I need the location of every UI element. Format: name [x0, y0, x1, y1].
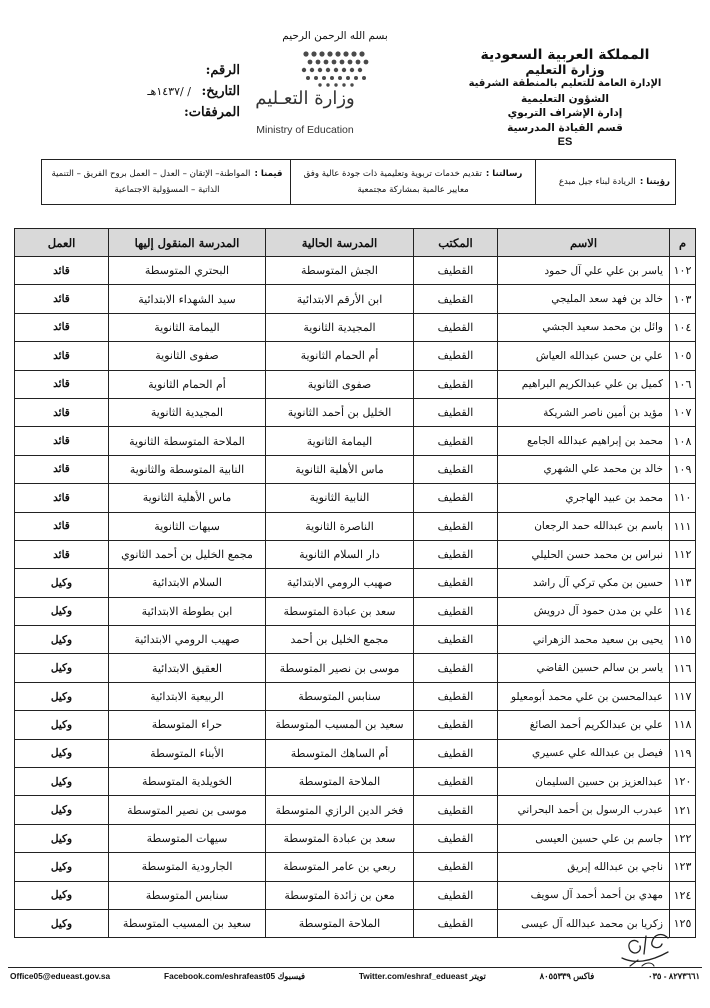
date-label: التاريخ:: [201, 84, 240, 99]
cell-name: خالد بن فهد سعد المليجي: [498, 285, 670, 313]
table-body: [15, 257, 696, 938]
cell-name: فيصل بن عبدالله علي عسيري: [498, 739, 670, 767]
cell-office: القطيف: [414, 626, 498, 654]
vision-cell: [535, 160, 675, 204]
cell-office: القطيف: [414, 909, 498, 937]
vision-mission-values-strip: [41, 159, 676, 205]
cell-new-school: موسى بن نصير المتوسطة: [109, 796, 266, 824]
cell-name: وائل بن محمد سعيد الجشي: [498, 313, 670, 341]
cell-current-school: ربعي بن عامر المتوسطة: [266, 853, 414, 881]
cell-role: قائد: [15, 427, 109, 455]
ref-number-row: [165, 60, 240, 81]
cell-role: وكيل: [15, 768, 109, 796]
cell-current-school: صفوى الثانوية: [266, 370, 414, 398]
table-row: [15, 285, 696, 313]
footer-facebook[interactable]: Facebook.com/eshrafeast05 فيسبوك: [164, 971, 305, 981]
cell-office: القطيف: [414, 484, 498, 512]
section-code: ES: [557, 136, 573, 148]
table-row: [15, 427, 696, 455]
cell-current-school: موسى بن نصير المتوسطة: [266, 654, 414, 682]
cell-current-school: أم الحمام الثانوية: [266, 342, 414, 370]
cell-new-school: أم الحمام الثانوية: [109, 370, 266, 398]
cell-new-school: النابية المتوسطة والثانوية: [109, 455, 266, 483]
cell-office: القطيف: [414, 768, 498, 796]
table-row: [15, 484, 696, 512]
cell-new-school: سنابس المتوسطة: [109, 881, 266, 909]
cell-office: القطيف: [414, 597, 498, 625]
cell-role: قائد: [15, 398, 109, 426]
cell-office: القطيف: [414, 711, 498, 739]
cell-role: وكيل: [15, 654, 109, 682]
cell-current-school: أم الساهك المتوسطة: [266, 739, 414, 767]
cell-name: محمد بن إبراهيم عبدالله الجامع: [498, 427, 670, 455]
cell-index: ١١٠: [670, 484, 696, 512]
table-row: [15, 398, 696, 426]
vision-text: الريادة لبناء جيل مبدع: [558, 177, 636, 187]
cell-role: قائد: [15, 285, 109, 313]
cell-role: قائد: [15, 455, 109, 483]
cell-role: قائد: [15, 257, 109, 285]
footer-twitter[interactable]: Twitter.com/eshraf_edueast تويتر: [358, 971, 486, 981]
cell-new-school: البحتري المتوسطة: [109, 257, 266, 285]
cell-index: ١١١: [670, 512, 696, 540]
cell-index: ١٠٢: [670, 257, 696, 285]
cell-role: قائد: [15, 342, 109, 370]
col-header-new-school: المدرسة المنقول إليها: [109, 229, 266, 257]
cell-current-school: مجمع الخليل بن أحمد: [266, 626, 414, 654]
cell-current-school: سعد بن عبادة المتوسطة: [266, 824, 414, 852]
cell-role: وكيل: [15, 909, 109, 937]
table-row: [15, 313, 696, 341]
cell-current-school: الملاحة المتوسطة: [266, 768, 414, 796]
cell-name: مهدي بن أحمد أحمد آل سويف: [498, 881, 670, 909]
vision-label: رؤيتنا :: [639, 177, 670, 187]
cell-name: ناجي بن عبدالله إبريق: [498, 853, 670, 881]
cell-new-school: ابن بطوطة الابتدائية: [109, 597, 266, 625]
cell-office: القطيف: [414, 540, 498, 568]
table-row: [15, 824, 696, 852]
cell-current-school: سعيد بن المسيب المتوسطة: [266, 711, 414, 739]
cell-current-school: النابية الثانوية: [266, 484, 414, 512]
cell-new-school: سيهات المتوسطة: [109, 824, 266, 852]
cell-new-school: مجمع الخليل بن أحمد الثانوي: [109, 540, 266, 568]
attachments-row: [165, 102, 240, 123]
cell-office: القطيف: [414, 455, 498, 483]
cell-name: زكريا بن محمد عبدالله آل عيسى: [498, 909, 670, 937]
cell-current-school: فخر الدين الرازي المتوسطة: [266, 796, 414, 824]
cell-index: ١١٢: [670, 540, 696, 568]
table-row: [15, 370, 696, 398]
reference-block: [147, 60, 240, 123]
cell-index: ١٠٩: [670, 455, 696, 483]
letterhead-right: [440, 48, 690, 150]
mission-text: تقديم خدمات تربوية وتعليمية ذات جودة عالية وفق معايير عالمية بمشاركة مجتمعية: [303, 169, 482, 195]
cell-name: حسين بن مكي تركي آل راشد: [498, 569, 670, 597]
cell-role: وكيل: [15, 824, 109, 852]
cell-name: علي بن حسن عبدالله العياش: [498, 342, 670, 370]
cell-role: قائد: [15, 484, 109, 512]
table-row: [15, 569, 696, 597]
cell-name: كميل بن علي عبدالكريم البراهيم: [498, 370, 670, 398]
values-cell: [44, 160, 290, 204]
cell-new-school: صفوى الثانوية: [109, 342, 266, 370]
table-row: [15, 853, 696, 881]
col-header-role: العمل: [15, 229, 109, 257]
cell-index: ١١٨: [670, 711, 696, 739]
cell-current-school: معن بن زائدة المتوسطة: [266, 881, 414, 909]
cell-name: خالد بن محمد علي الشهري: [498, 455, 670, 483]
cell-index: ١٢١: [670, 796, 696, 824]
date-value: / /١٤٣٧هـ: [147, 85, 191, 98]
attachments-label: المرفقات:: [183, 105, 240, 120]
cell-index: ١٠٣: [670, 285, 696, 313]
cell-office: القطيف: [414, 881, 498, 909]
cell-office: القطيف: [414, 654, 498, 682]
table-row: [15, 711, 696, 739]
col-header-index: م: [670, 229, 696, 257]
table-row: [15, 455, 696, 483]
cell-role: وكيل: [15, 881, 109, 909]
table-row: [15, 796, 696, 824]
cell-role: وكيل: [15, 597, 109, 625]
cell-name: باسم بن عبدالله حمد الرجعان: [498, 512, 670, 540]
cell-office: القطيف: [414, 313, 498, 341]
cell-current-school: سنابس المتوسطة: [266, 682, 414, 710]
cell-office: القطيف: [414, 285, 498, 313]
cell-new-school: ماس الأهلية الثانوية: [109, 484, 266, 512]
cell-new-school: سعيد بن المسيب المتوسطة: [109, 909, 266, 937]
cell-role: وكيل: [15, 796, 109, 824]
handwritten-signature: [616, 928, 674, 970]
cell-role: قائد: [15, 540, 109, 568]
footer-phone: ٨٢٧٣٦٦١ - ٠٣٥: [648, 971, 700, 981]
cell-current-school: الجش المتوسطة: [266, 257, 414, 285]
cell-role: قائد: [15, 512, 109, 540]
transfers-table: [14, 228, 696, 938]
cell-current-school: سعد بن عبادة المتوسطة: [266, 597, 414, 625]
cell-index: ١١٥: [670, 626, 696, 654]
edu-affairs: الشؤون التعليمية: [521, 92, 609, 105]
cell-new-school: الأبناء المتوسطة: [109, 739, 266, 767]
table-row: [15, 909, 696, 937]
cell-new-school: المجيدية الثانوية: [109, 398, 266, 426]
section-name: قسم القيادة المدرسية: [507, 121, 623, 134]
kingdom-title: المملكة العربية السعودية: [480, 47, 650, 63]
cell-new-school: حراء المتوسطة: [109, 711, 266, 739]
cell-role: وكيل: [15, 569, 109, 597]
cell-index: ١٢٤: [670, 881, 696, 909]
cell-index: ١٢٠: [670, 768, 696, 796]
cell-new-school: الملاحة المتوسطة الثانوية: [109, 427, 266, 455]
cell-name: عبدرب الرسول بن أحمد البحراني: [498, 796, 670, 824]
cell-index: ١٠٨: [670, 427, 696, 455]
cell-current-school: ابن الأرقم الابتدائية: [266, 285, 414, 313]
cell-office: القطيف: [414, 398, 498, 426]
date-row: [147, 81, 240, 102]
ref-number-label: الرقم:: [205, 63, 240, 78]
cell-new-school: العقيق الابتدائية: [109, 654, 266, 682]
footer-fax: فاكس ٨٠٥٥٣٣٩: [539, 971, 595, 981]
cell-name: محمد بن عبيد الهاجري: [498, 484, 670, 512]
values-text: المواطنة– الإتقان – العدل – العمل بروح الفريق – التنمية الذاتية – المسؤولية الاجتماعية: [51, 169, 251, 195]
table-row: [15, 626, 696, 654]
cell-index: ١٢٥: [670, 909, 696, 937]
general-admin: الإدارة العامة للتعليم بالمنطقة الشرقية: [468, 78, 662, 89]
cell-role: وكيل: [15, 682, 109, 710]
cell-current-school: صهيب الرومي الابتدائية: [266, 569, 414, 597]
cell-new-school: صهيب الرومي الابتدائية: [109, 626, 266, 654]
table-row: [15, 257, 696, 285]
table-row: [15, 540, 696, 568]
mission-label: رسالتنا :: [485, 169, 523, 179]
logo-arabic-text: وزارة التعـليم: [255, 88, 355, 109]
cell-new-school: سيد الشهداء الابتدائية: [109, 285, 266, 313]
cell-office: القطيف: [414, 370, 498, 398]
cell-index: ١١٣: [670, 569, 696, 597]
footer-divider: [8, 967, 702, 968]
cell-index: ١١٤: [670, 597, 696, 625]
cell-index: ١١٦: [670, 654, 696, 682]
cell-office: القطيف: [414, 796, 498, 824]
cell-new-school: السلام الابتدائية: [109, 569, 266, 597]
cell-name: مؤيد بن أمين ناصر الشريكة: [498, 398, 670, 426]
cell-new-school: الربيعية الابتدائية: [109, 682, 266, 710]
cell-office: القطيف: [414, 569, 498, 597]
cell-name: عبدالعزيز بن حسين السليمان: [498, 768, 670, 796]
cell-index: ١٠٧: [670, 398, 696, 426]
cell-role: وكيل: [15, 626, 109, 654]
cell-index: ١١٩: [670, 739, 696, 767]
cell-current-school: دار السلام الثانوية: [266, 540, 414, 568]
col-header-name: الاسم: [498, 229, 670, 257]
table-row: [15, 654, 696, 682]
cell-name: جاسم بن علي حسين العيسى: [498, 824, 670, 852]
cell-role: وكيل: [15, 853, 109, 881]
cell-current-school: الملاحة المتوسطة: [266, 909, 414, 937]
logo-dots-icon: [300, 50, 372, 88]
cell-role: وكيل: [15, 711, 109, 739]
cell-index: ١٢٣: [670, 853, 696, 881]
cell-current-school: ماس الأهلية الثانوية: [266, 455, 414, 483]
cell-new-school: الخويلدية المتوسطة: [109, 768, 266, 796]
table-row: [15, 739, 696, 767]
col-header-office: المكتب: [414, 229, 498, 257]
cell-name: ياسر بن سالم حسين القاضي: [498, 654, 670, 682]
mission-cell: [290, 160, 535, 204]
footer-email[interactable]: Office05@edueast.gov.sa: [10, 971, 111, 981]
col-header-current-school: المدرسة الحالية: [266, 229, 414, 257]
cell-office: القطيف: [414, 853, 498, 881]
footer-contacts: [10, 969, 700, 983]
logo-english-text: Ministry of Education: [256, 124, 354, 136]
values-label: قيمنا :: [254, 169, 283, 179]
table-row: [15, 597, 696, 625]
cell-current-school: الناصرة الثانوية: [266, 512, 414, 540]
table-row: [15, 881, 696, 909]
cell-current-school: اليمامة الثانوية: [266, 427, 414, 455]
cell-index: ١٠٤: [670, 313, 696, 341]
ministry-logo: [240, 50, 370, 142]
cell-index: ١١٧: [670, 682, 696, 710]
cell-office: القطيف: [414, 342, 498, 370]
cell-office: القطيف: [414, 824, 498, 852]
cell-name: علي بن عبدالكريم أحمد الصائغ: [498, 711, 670, 739]
cell-name: ياسر بن علي علي آل حمود: [498, 257, 670, 285]
cell-name: نبراس بن محمد حسن الحليلي: [498, 540, 670, 568]
cell-office: القطيف: [414, 257, 498, 285]
cell-name: يحيى بن سعيد محمد الزهراني: [498, 626, 670, 654]
table-row: [15, 512, 696, 540]
table-row: [15, 682, 696, 710]
cell-office: القطيف: [414, 512, 498, 540]
table-header-row: [15, 229, 696, 257]
supervision-dept: إدارة الإشراف التربوي: [507, 107, 623, 119]
ministry-title: وزارة التعليم: [525, 61, 605, 77]
cell-name: عبدالمحسن بن علي محمد أبومعيلو: [498, 682, 670, 710]
cell-role: وكيل: [15, 739, 109, 767]
table-row: [15, 768, 696, 796]
cell-index: ١٠٥: [670, 342, 696, 370]
cell-index: ١٠٦: [670, 370, 696, 398]
cell-new-school: اليمامة الثانوية: [109, 313, 266, 341]
cell-name: علي بن مدن حمود آل درويش: [498, 597, 670, 625]
cell-current-school: المجيدية الثانوية: [266, 313, 414, 341]
cell-role: قائد: [15, 370, 109, 398]
cell-current-school: الخليل بن أحمد الثانوية: [266, 398, 414, 426]
cell-index: ١٢٢: [670, 824, 696, 852]
cell-office: القطيف: [414, 739, 498, 767]
cell-new-school: سيهات الثانوية: [109, 512, 266, 540]
cell-new-school: الجارودية المتوسطة: [109, 853, 266, 881]
cell-role: قائد: [15, 313, 109, 341]
cell-office: القطيف: [414, 427, 498, 455]
basmala: بسم الله الرحمن الرحيم: [282, 30, 388, 42]
cell-office: القطيف: [414, 682, 498, 710]
table-row: [15, 342, 696, 370]
